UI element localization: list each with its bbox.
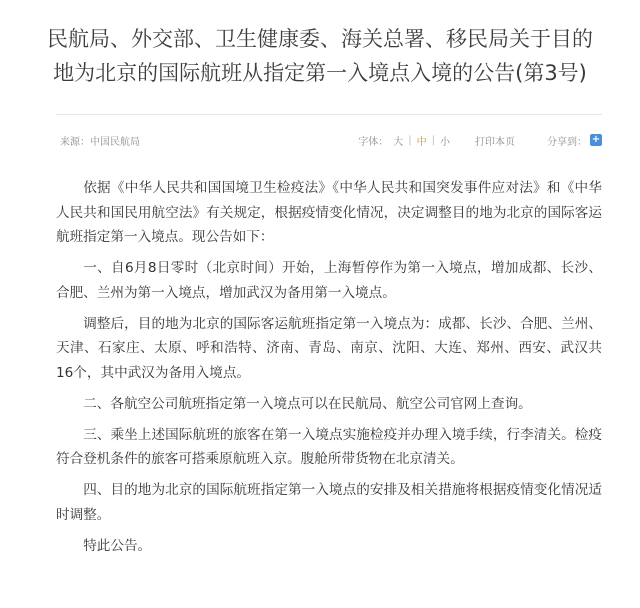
article-meta-bar — [56, 131, 602, 149]
paragraph-adjusted-entry-points: 调整后，目的地为北京的国际客运航班指定第一入境点为：成都、长沙、合肥、兰州、天津、石家庄、太原、呼和浩特、济南、青岛、南京、沈阳、大连、郑州、西安、武汉共16个，其中武汉为备用入境点。 — [56, 315, 602, 381]
paragraph-closing: 特此公告。 — [83, 537, 152, 554]
font-size-medium-button[interactable]: 中 — [416, 136, 427, 148]
article-title — [30, 22, 610, 90]
paragraph-item-1: 一、自6月8日零时（北京时间）开始，上海暂停作为第一入境点，增加成都、长沙、合肥、兰州为第一入境点，增加武汉为备用第一入境点。 — [56, 260, 602, 301]
article-body — [56, 176, 602, 565]
share-label: 分享到： — [547, 136, 587, 148]
font-size-separator: | — [431, 134, 435, 146]
paragraph-item-3: 三、乘坐上述国际航班的旅客在第一入境点实施检疫并办理入境手续，行李清关。检疫符合登机条件的旅客可搭乘原航班入京。腹舱所带货物在北京清关。 — [56, 426, 602, 467]
paragraph-basis: 依据《中华人民共和国国境卫生检疫法》《中华人民共和国突发事件应对法》和《中华人民共和国民用航空法》有关规定，根据疫情变化情况，决定调整目的地为北京的国际客运航班指定第一入境点。现公告如下： — [56, 180, 602, 245]
paragraph-item-2: 二、各航空公司航班指定第一入境点可以在民航局、航空公司官网上查询。 — [83, 395, 532, 412]
title-divider — [56, 114, 602, 115]
font-size-label: 字体： — [358, 136, 389, 148]
font-size-large-button[interactable]: 大 — [393, 136, 404, 148]
article-title-line-1: 民航局、外交部、卫生健康委、海关总署、移民局关于目的 — [47, 27, 593, 51]
font-size-separator: | — [408, 134, 412, 146]
print-page-button[interactable]: 打印本页 — [475, 136, 515, 148]
article-title-line-2: 地为北京的国际航班从指定第一入境点入境的公告(第3号) — [53, 61, 587, 85]
share-plus-icon[interactable]: + — [591, 134, 601, 145]
article-source: 来源：中国民航局 — [60, 137, 140, 148]
paragraph-item-4: 四、目的地为北京的国际航班指定第一入境点的安排及相关措施将根据疫情变化情况适时调整。 — [56, 482, 602, 523]
font-size-small-button[interactable]: 小 — [440, 136, 450, 148]
article-tools — [358, 131, 602, 149]
